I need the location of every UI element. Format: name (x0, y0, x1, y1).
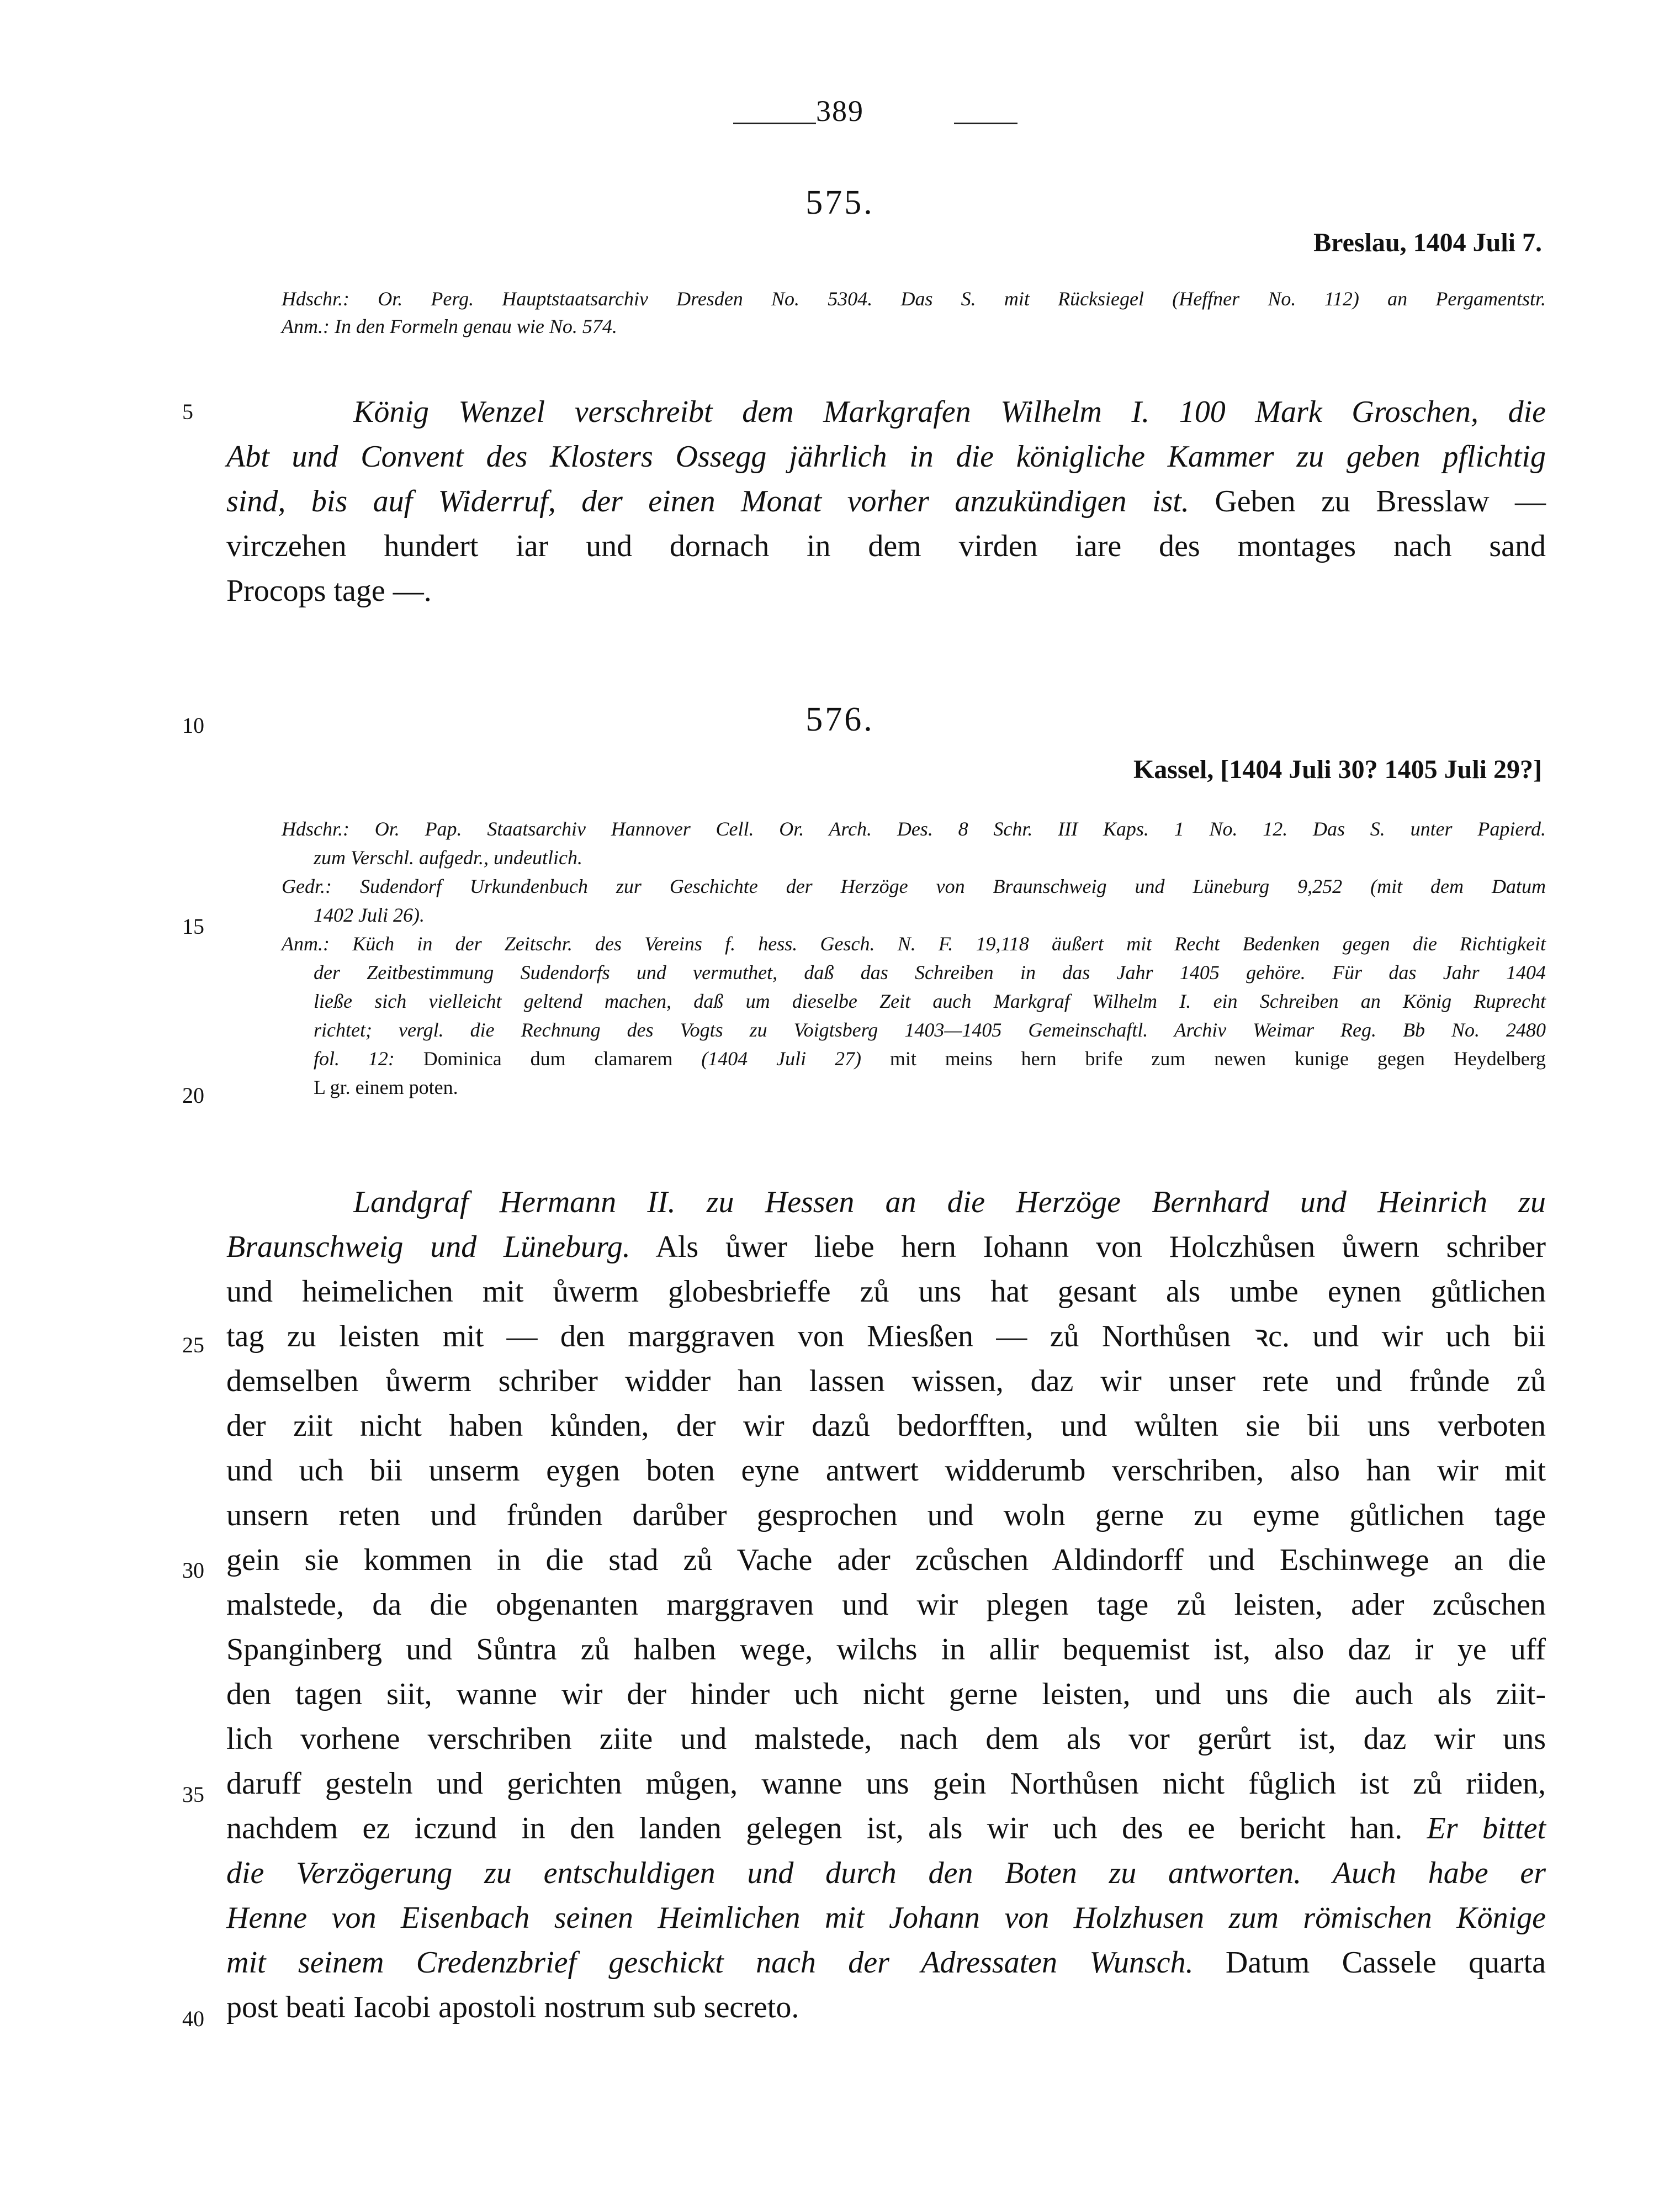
line-number: 35 (182, 1782, 204, 1807)
text-span: nachdem ez iczund in den landen gelegen ist, als wir uch des ee bericht han. (226, 1811, 1403, 1846)
text-line: demselben ůwerm schriber widder han lassen wissen, daz wir unser rete und frůnde zů (226, 1364, 1546, 1398)
note-span: mit meins hern brife zum newen kunige gegen Heydelberg (889, 1048, 1546, 1070)
page-number: 389 (816, 94, 864, 128)
line-number: 30 (182, 1558, 204, 1583)
document-576-number: 576. (805, 701, 875, 738)
note-span-italic: (1404 Juli 27) (701, 1048, 862, 1070)
text-line: tag zu leisten mit — den marggraven von Miesßen — zů Northůsen ꝛc. und wir uch bii (226, 1319, 1546, 1353)
document-576-text (226, 1180, 1546, 2030)
line-number: 20 (182, 1083, 204, 1108)
note-line: zum Verschl. aufgedr., undeutlich. (314, 847, 582, 869)
text-span-italic: Er bittet (1427, 1811, 1546, 1846)
text-line: und uch bii unserm eygen boten eyne antwert widderumb verschriben, also han wir mit (226, 1453, 1546, 1488)
note-line: Hdschr.: Or. Pap. Staatsarchiv Hannover Cell. Or. Arch. Des. 8 Schr. III Kaps. 1 No. 12. Das S. unter Papierd. (282, 818, 1546, 840)
text-line: lich vorhene verschriben ziite und malstede, nach dem als vor gerůrt ist, daz wir uns (226, 1722, 1546, 1756)
text-line: und heimelichen mit ůwerm globesbrieffe zů uns hat gesant als umbe eynen gůtlichen (226, 1275, 1546, 1309)
text-span: Datum Cassele quarta (1225, 1945, 1546, 1980)
text-line: der ziit nicht haben kůnden, der wir dazů bedorfften, und wůlten sie bii uns verboten (226, 1409, 1546, 1443)
header-rule-right (954, 123, 1017, 124)
line-number: 25 (182, 1333, 204, 1357)
note-line: richtet; vergl. die Rechnung des Vogts zu Voigtsberg 1403—1405 Gemeinschaftl. Archiv Weimar Reg. Bb No. 2480 (314, 1019, 1546, 1041)
note-line: 1402 Juli 26). (314, 904, 425, 926)
note-line: L gr. einem poten. (314, 1076, 458, 1098)
note-line: der Zeitbestimmung Sudendorfs und vermuthet, daß das Schreiben in das Jahr 1405 gehöre. Für das Jahr 1404 (314, 961, 1546, 984)
text-line: malstede, da die obgenanten marggraven und wir plegen tage zů leisten, ader zcůschen (226, 1588, 1546, 1622)
text-line: unsern reten und frůnden darůber gesprochen und woln gerne zu eyme gůtlichen tage (226, 1498, 1546, 1532)
note-line: Hdschr.: Or. Perg. Hauptstaatsarchiv Dresden No. 5304. Das S. mit Rücksiegel (Heffner No. 112) an Pergamentstr. (282, 288, 1546, 310)
text-line: Abt und Convent des Klosters Ossegg jährlich in die königliche Kammer zu geben pflichtig (226, 440, 1546, 474)
note-line: ließe sich vielleicht geltend machen, daß um dieselbe Zeit auch Markgraf Wilhelm I. ein Schreiben an König Ruprecht (314, 990, 1546, 1012)
line-number: 15 (182, 914, 204, 939)
text-line: daruff gesteln und gerichten můgen, wanne uns gein Northůsen nicht fůglich ist zů riiden, (226, 1767, 1546, 1801)
note-line (282, 1044, 1546, 1073)
text-line (226, 479, 1546, 524)
document-575-number: 575. (805, 184, 875, 221)
text-line: den tagen siit, wanne wir der hinder uch nicht gerne leisten, und uns die auch als ziit- (226, 1677, 1546, 1711)
line-number: 10 (182, 713, 204, 738)
text-line: König Wenzel verschreibt dem Markgrafen Wilhelm I. 100 Mark Groschen, die (353, 395, 1546, 429)
text-span-italic: mit seinem Credenzbrief geschickt nach der Adressaten Wunsch. (226, 1945, 1194, 1980)
text-line (226, 1941, 1546, 1985)
document-575-notes (282, 285, 1546, 340)
document-575-place-date: Breslau, 1404 Juli 7. (1313, 228, 1542, 257)
text-line: virczehen hundert iar und dornach in dem virden iare des montages nach sand (226, 529, 1546, 563)
note-span-italic: fol. 12: (314, 1048, 395, 1070)
note-line: Anm.: In den Formeln genau wie No. 574. (282, 315, 617, 337)
text-span: Als ůwer liebe hern Iohann von Holczhůsen ůwern schriber (655, 1230, 1546, 1264)
text-line: Procops tage —. (226, 574, 432, 608)
text-line: gein sie kommen in die stad zů Vache ader zcůschen Aldindorff und Eschinwege an die (226, 1543, 1546, 1577)
document-576-notes (282, 815, 1546, 1102)
text-span-italic: sind, bis auf Widerruf, der einen Monat vorher anzukündigen ist. (226, 484, 1189, 519)
note-line: Anm.: Küch in der Zeitschr. des Vereins f. hess. Gesch. N. F. 19,118 äußert mit Recht Bedenken gegen die Richtigkeit (282, 933, 1546, 955)
text-line: post beati Iacobi apostoli nostrum sub secreto. (226, 1990, 799, 2024)
document-576-place-date: Kassel, [1404 Juli 30? 1405 Juli 29?] (1133, 755, 1542, 784)
text-line: Landgraf Hermann II. zu Hessen an die Herzöge Bernhard und Heinrich zu (353, 1185, 1546, 1219)
text-line (226, 1225, 1546, 1270)
line-number: 40 (182, 2006, 204, 2031)
text-line: Henne von Eisenbach seinen Heimlichen mit Johann von Holzhusen zum römischen Könige (226, 1901, 1546, 1935)
text-line: die Verzögerung zu entschuldigen und durch den Boten zu antworten. Auch habe er (226, 1856, 1546, 1890)
note-span: Dominica dum clamarem (423, 1048, 673, 1070)
line-number: 5 (182, 399, 193, 424)
note-line: Gedr.: Sudendorf Urkundenbuch zur Geschichte der Herzöge von Braunschweig und Lüneburg 9,252 (mit dem Datum (282, 875, 1546, 897)
text-span: Geben zu Bresslaw — (1215, 484, 1546, 519)
document-575-regest (226, 390, 1546, 614)
text-line (226, 1806, 1546, 1851)
text-span-italic: Braunschweig und Lüneburg. (226, 1230, 630, 1264)
text-line: Spanginberg und Sůntra zů halben wege, wilchs in allir bequemist ist, also daz ir ye uff (226, 1632, 1546, 1667)
